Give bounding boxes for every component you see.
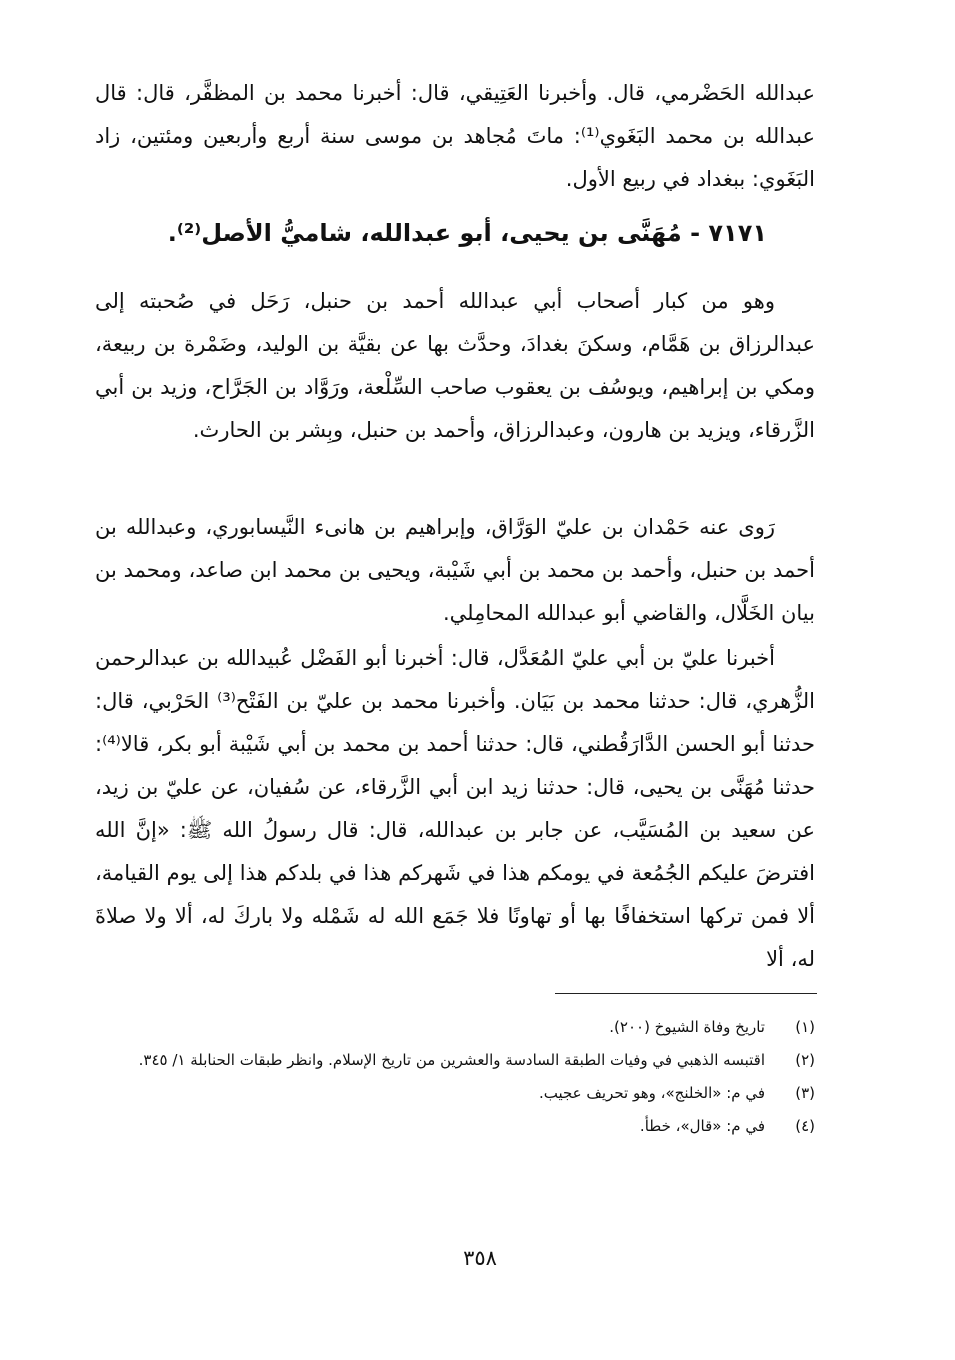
page-number: ٣٥٨	[463, 1246, 497, 1270]
intro-paragraph	[95, 72, 815, 201]
paragraph-hadith: أخبرنا عليّ بن أبي عليّ المُعَدَّل، قال: أخبرنا أبو الفَضْل عُبيدالله بن عبدالرحمن الزُّهري، قال: حدثنا محمد بن بَيَان. وأخبرنا محمد بن عليّ بن الفَتْح⁽³⁾ الحَرْبي، قال: حدثنا أبو الحسن الدَّارَقُطني، قال: حدثنا أحمد بن محمد بن أبي شَيْبة أبو بكر، قالا⁽⁴⁾: حدثنا مُهَنَّى بن يحيى، قال: حدثنا زيد ابن أبي الزَّرقاء، عن سُفيان، عن عليّ بن زيد، عن سعيد بن المُسَيَّب، عن جابر بن عبدالله، قال: قال رسولُ الله ﷺ: «إنَّ الله افترضَ عليكم الجُمُعة في يومكم هذا في شَهركم هذا في بلدكم هذا إلى يوم القيامة، ألا فمن تركها استخفافًا بها أو تهاونًا فلا جَمَع الله له شَمْله ولا باركَ له، ألا ولا صلاةَ له، ألا	[95, 646, 815, 971]
hadith-paragraph	[95, 637, 815, 981]
narrators-paragraph	[95, 506, 815, 635]
footnote-item	[100, 1112, 815, 1140]
footnote-text: في م: «قال»، خطأ.	[639, 1117, 765, 1135]
entry-heading: ٧١٧١ - مُهَنَّى بن يحيى، أبو عبدالله، شاميُّ الأصل⁽²⁾.	[167, 219, 767, 247]
paragraph-teachers: وهو من كبار أصحاب أبي عبدالله أحمد بن حنبل، رَحَل في صُحبته إلى عبدالرزاق بن هَمَّام، وسكنَ بغدادَ، وحدَّث بها عن بقيَّة بن الوليد، وضَمْرة بن ربيعة، ومكي بن إبراهيم، ويوسُف بن يعقوب صاحب السِّلْعة، ورَوَّاد بن الجَرَّاح، وزيد بن أبي الزَّرقاء، ويزيد بن هارون، وعبدالرزاق، وأحمد بن حنبل، وبِشر بن الحارث.	[95, 289, 815, 442]
footnote-number: (٤)	[795, 1117, 815, 1135]
footnote-number: (١)	[795, 1018, 815, 1036]
footnote-text: اقتبسه الذهبي في وفيات الطبقة السادسة والعشرين من تاريخ الإسلام. وانظر طبقات الحنابلة ١/ ٣٤٥.	[138, 1051, 765, 1069]
footnote-item	[100, 1046, 815, 1074]
footnote-item	[100, 1013, 815, 1041]
footnote-text: في م: «الخلنج»، وهو تحريف عجيب.	[538, 1084, 765, 1102]
footnote-number: (٣)	[795, 1084, 815, 1102]
footnotes	[100, 1013, 815, 1145]
footnote-divider	[555, 993, 817, 994]
footnote-text: تاريخ وفاة الشيوخ (٢٠٠).	[609, 1018, 765, 1036]
footnote-number: (٢)	[795, 1051, 815, 1069]
biography-paragraph	[95, 280, 815, 452]
footnote-item	[100, 1079, 815, 1107]
paragraph-students: رَوى عنه حَمْدان بن عليّ الوَرَّاق، وإبراهيم بن هانىء النَّيسابوري، وعبدالله بن أحمد بن حنبل، وأحمد بن محمد بن أبي شَيْبة، ويحيى بن محمد ابن صاعد، ومحمد بن بيان الخَلَّال، والقاضي أبو عبدالله المحامِلي.	[95, 515, 815, 625]
intro-text: عبدالله الحَضْرمي، قال. وأخبرنا العَتِيقي، قال: أخبرنا محمد بن المظفَّر، قال: قال عبدالله بن محمد البَغَوي⁽¹⁾: ماتَ مُجاهد بن موسى سنة أربع وأربعين ومئتين، زاد البَغَوي: ببغداد في ربيع الأول.	[95, 81, 815, 191]
